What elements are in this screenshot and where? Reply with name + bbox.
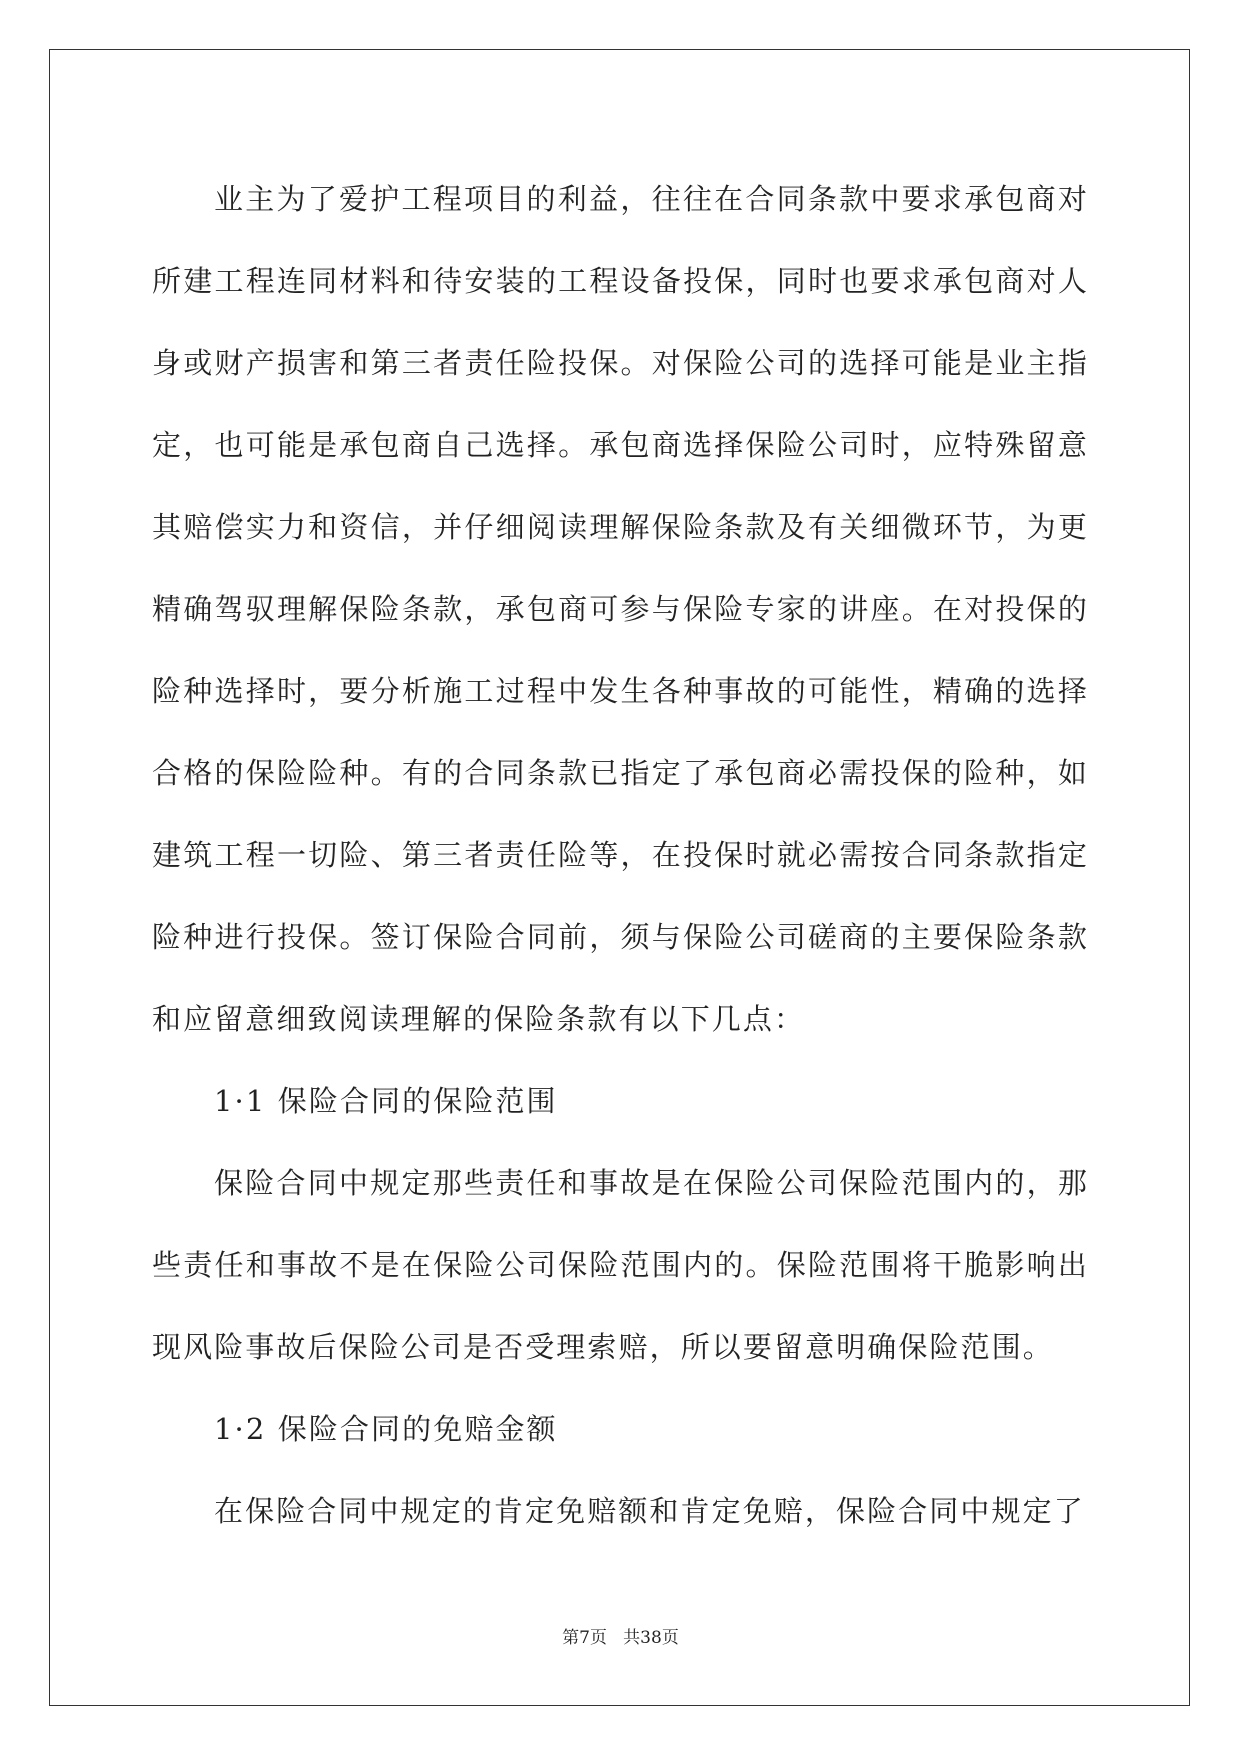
paragraph-insurance-scope: 保险合同中规定那些责任和事故是在保险公司保险范围内的，那些责任和事故不是在保险公司保险范围内的。保险范围将干脆影响出现风险事故后保险公司是否受理索赔，所以要留意明确保险范围。 bbox=[152, 1166, 1089, 1364]
section-heading-1-1: 1·1 保险合同的保险范围 bbox=[214, 1084, 558, 1118]
page-footer: 第7页 共38页 bbox=[562, 1628, 679, 1648]
paragraph-intro: 业主为了爱护工程项目的利益，往往在合同条款中要求承包商对所建工程连同材料和待安装的工程设备投保，同时也要求承包商对人身或财产损害和第三者责任险投保。对保险公司的选择可能是业主指定，也可能是承包商自己选择。承包商选择保险公司时，应特殊留意其赔偿实力和资信，并仔细阅读理解保险条款及有关细微环节，为更精确驾驭理解保险条款，承包商可参与保险专家的讲座。在对投保的险种选择时，要分析施工过程中发生各种事故的可能性，精确的选择合格的保险险种。有的合同条款已指定了承包商必需投保的险种，如建筑工程一切险、第三者责任险等，在投保时就必需按合同条款指定险种进行投保。签订保险合同前，须与保险公司磋商的主要保险条款和应留意细致阅读理解的保险条款有以下几点： bbox=[152, 182, 1089, 1036]
paragraph-deductible: 在保险合同中规定的肯定免赔额和肯定免赔，保险合同中规定了 bbox=[214, 1494, 1085, 1528]
section-heading-1-2: 1·2 保险合同的免赔金额 bbox=[214, 1412, 558, 1446]
document-body bbox=[152, 158, 1089, 1552]
